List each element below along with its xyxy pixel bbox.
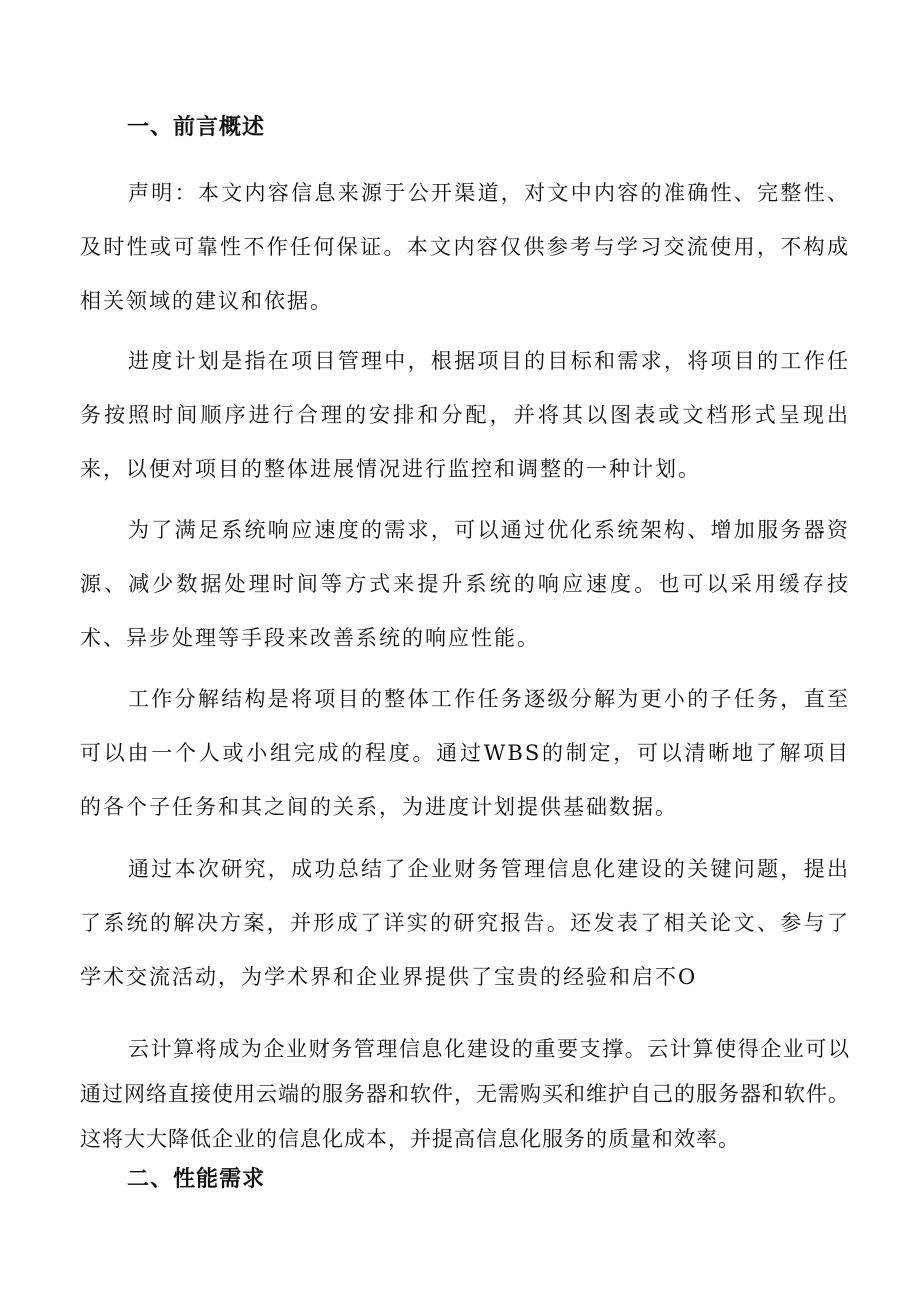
- paragraph-cloud-computing: 云计算将成为企业财务管理信息化建设的重要支撑。云计算使得企业可以通过网络直接使用云端的服务器和软件，无需购买和维护自己的服务器和软件。这将大大降低企业的信息化成本，并提高信息化服务的质量和效率。: [80, 1037, 850, 1151]
- section-heading-performance: 二、性能需求: [127, 1167, 266, 1192]
- paragraph-wbs: 工作分解结构是将项目的整体工作任务逐级分解为更小的子任务，直至可以由一个人或小组完成的程度。通过WBS的制定，可以清晰地了解项目的各个子任务和其之间的关系，为进度计划提供基础数据。: [80, 687, 850, 819]
- paragraph-disclaimer: 声明：本文内容信息来源于公开渠道，对文中内容的准确性、完整性、及时性或可靠性不作任何保证。本文内容仅供参考与学习交流使用，不构成相关领域的建议和依据。: [80, 181, 850, 313]
- paragraph-schedule-plan: 进度计划是指在项目管理中，根据项目的目标和需求，将项目的工作任务按照时间顺序进行合理的安排和分配，并将其以图表或文档形式呈现出来，以便对项目的整体进展情况进行监控和调整的一种计划。: [80, 349, 850, 481]
- paragraph-research-results: 通过本次研究，成功总结了企业财务管理信息化建设的关键问题，提出了系统的解决方案，并形成了详实的研究报告。还发表了相关论文、参与了学术交流活动，为学术界和企业界提供了宝贵的经验和启不O: [80, 857, 850, 989]
- paragraph-response-speed: 为了满足系统响应速度的需求，可以通过优化系统架构、增加服务器资源、减少数据处理时间等方式来提升系统的响应速度。也可以采用缓存技术、异步处理等手段来改善系统的响应性能。: [80, 518, 850, 650]
- section-heading-preface: 一、前言概述: [127, 115, 266, 140]
